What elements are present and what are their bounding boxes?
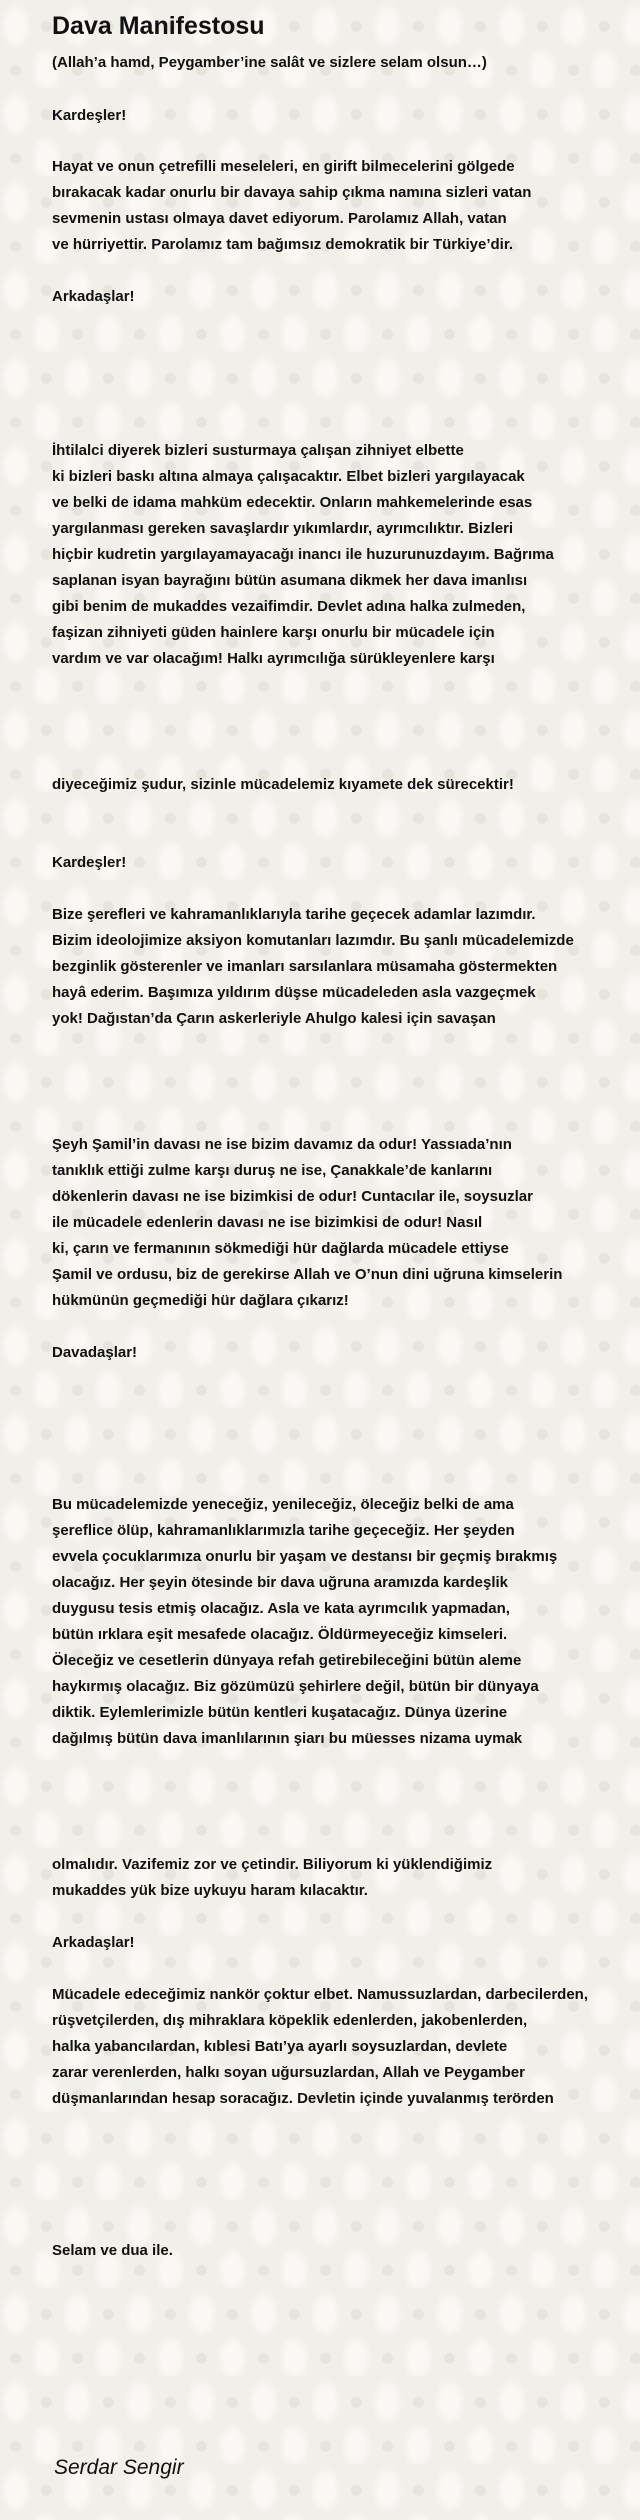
poem-line: olacağız. Her şeyin ötesinde bir dava uğruna aramızda kardeşlik <box>52 1574 509 1591</box>
poem-line: Selam ve dua ile. <box>52 2242 173 2259</box>
poem-line: Şamil ve ordusu, biz de gerekirse Allah ve O’nun dini uğruna kimselerin <box>52 1266 563 1283</box>
poem-line: şereflice ölüp, kahramanlıklarımızla tarihe geçeceğiz. Her şeyden <box>52 1522 515 1539</box>
poem-line: Kardeşler! <box>52 107 127 124</box>
poem-line: hayâ ederim. Başımıza yıldırım düşse mücadeleden asla vazgeçmek <box>52 984 536 1001</box>
poem-line: duygusu tesis etmiş olacağız. Asla ve kata ayrımcılık yapmadan, <box>52 1600 510 1617</box>
poem-line: vardım ve var olacağım! Halkı ayrımcılığa sürükleyenlere karşı <box>52 650 495 667</box>
poem-line: Kardeşler! <box>52 854 127 871</box>
poem-line: yargılanması gereken savaşlardır yıkımlardır, ayrımcılıktır. Bizleri <box>52 520 514 537</box>
poem-line: zarar verenlerden, halkı soyan uğursuzlardan, Allah ve Peygamber <box>52 2064 525 2081</box>
poem-line: tanıklık ettiği zulme karşı duruş ne ise, Çanakkale’de kanlarını <box>52 1162 493 1179</box>
poem-line: yok! Dağıstan’da Çarın askerleriyle Ahulgo kalesi için savaşan <box>52 1010 496 1027</box>
poem-line: düşmanlarından hesap soracağız. Devletin içinde yuvalanmış terörden <box>52 2090 554 2107</box>
poem-line: rüşvetçilerden, dış mihraklara köpeklik edenlerden, jakobenlerden, <box>52 2012 528 2029</box>
author-name: Serdar Sengir <box>54 2456 184 2479</box>
poem-line: olmalıdır. Vazifemiz zor ve çetindir. Biliyorum ki yüklendiğimiz <box>52 1856 493 1873</box>
poem-line: Arkadaşlar! <box>52 1934 135 1951</box>
poem-line: mukaddes yük bize uykuyu haram kılacaktır. <box>52 1882 368 1899</box>
poem-line: Şeyh Şamil’in davası ne ise bizim davamız da odur! Yassıada’nın <box>52 1136 512 1153</box>
poem-line: dökenlerin davası ne ise bizimkisi de odur! Cuntacılar ile, soysuzlar <box>52 1188 533 1205</box>
poem-line: Davadaşlar! <box>52 1344 138 1361</box>
poem-line: (Allah’a hamd, Peygamber’ine salât ve sizlere selam olsun…) <box>52 54 487 71</box>
poem-line: bütün ırklara eşit mesafede olacağız. Öldürmeyeceğiz kimseleri. <box>52 1626 508 1643</box>
poem-line: sevmenin ustası olmaya davet ediyorum. Parolamız Allah, vatan <box>52 210 507 227</box>
poem-line: haykırmış olacağız. Biz gözümüzü şehirlere değil, bütün bir dünyaya <box>52 1678 539 1695</box>
poem-line: ki bizleri baskı altına almaya çalışacaktır. Elbet bizleri yargılayacak <box>52 468 525 485</box>
poem-line: Mücadele edeceğimiz nankör çoktur elbet. Namussuzlardan, darbecilerden, <box>52 1986 589 2003</box>
poem-line: halka yabancılardan, kıblesi Batı’ya ayarlı soysuzlardan, devlete <box>52 2038 508 2055</box>
poem-line: faşizan zihniyeti güden hainlere karşı onurlu bir mücadele için <box>52 624 495 641</box>
poem-line: dağılmış bütün dava imanlılarının şiarı bu müesses nizama uymak <box>52 1730 523 1747</box>
poem-line: hükmünün geçmediği hür dağlara çıkarız! <box>52 1292 349 1309</box>
poem-line: diktik. Eylemlerimizle bütün kentleri kuşatacağız. Dünya üzerine <box>52 1704 508 1721</box>
poem-line: ki, çarın ve fermanının sökmediği hür dağlarda mücadele ettiyse <box>52 1240 509 1257</box>
poem-line: İhtilalci diyerek bizleri susturmaya çalışan zihniyet elbette <box>52 442 464 459</box>
poem-line: Bizim ideolojimize aksiyon komutanları lazımdır. Bu şanlı mücadelemizde <box>52 932 574 949</box>
poem-line: ve hürriyettir. Parolamız tam bağımsız demokratik bir Türkiye’dir. <box>52 236 513 253</box>
poem-line: evvela çocuklarımıza onurlu bir yaşam ve destansı bir geçmiş bırakmış <box>52 1548 558 1565</box>
poem-line: bırakacak kadar onurlu bir davaya sahip çıkma namına sizleri vatan <box>52 184 532 201</box>
poem-title: Dava Manifestosu <box>52 12 265 40</box>
poem-line: Hayat ve onun çetrefilli meseleleri, en girift bilmecelerini gölgede <box>52 158 515 175</box>
poem-line: Bize şerefleri ve kahramanlıklarıyla tarihe geçecek adamlar lazımdır. <box>52 906 536 923</box>
poem-line: saplanan isyan bayrağını bütün asumana dikmek her dava imanlısı <box>52 572 528 589</box>
poem-line: Öleceğiz ve cesetlerin dünyaya refah getirebileceğini bütün aleme <box>52 1652 522 1669</box>
poem-line: ve belki de idama mahküm edecektir. Onların mahkemelerinde esas <box>52 494 533 511</box>
poem-line: gibi benim de mukaddes vezaifimdir. Devlet adına halka zulmeden, <box>52 598 526 615</box>
poem-line: hiçbir kudretin yargılayamayacağı inancı ile huzurunuzdayım. Bağrıma <box>52 546 554 563</box>
poem-line: bezginlik gösterenler ve imanları sarsılanlara müsamaha göstermekten <box>52 958 558 975</box>
poem-line: ile mücadele edenlerin davası ne ise bizimkisi de odur! Nasıl <box>52 1214 483 1231</box>
poem-line: diyeceğimiz şudur, sizinle mücadelemiz kıyamete dek sürecektir! <box>52 776 514 793</box>
poem-line: Arkadaşlar! <box>52 288 135 305</box>
poem-line: Bu mücadelemizde yeneceğiz, yenileceğiz, öleceğiz belki de ama <box>52 1496 514 1513</box>
